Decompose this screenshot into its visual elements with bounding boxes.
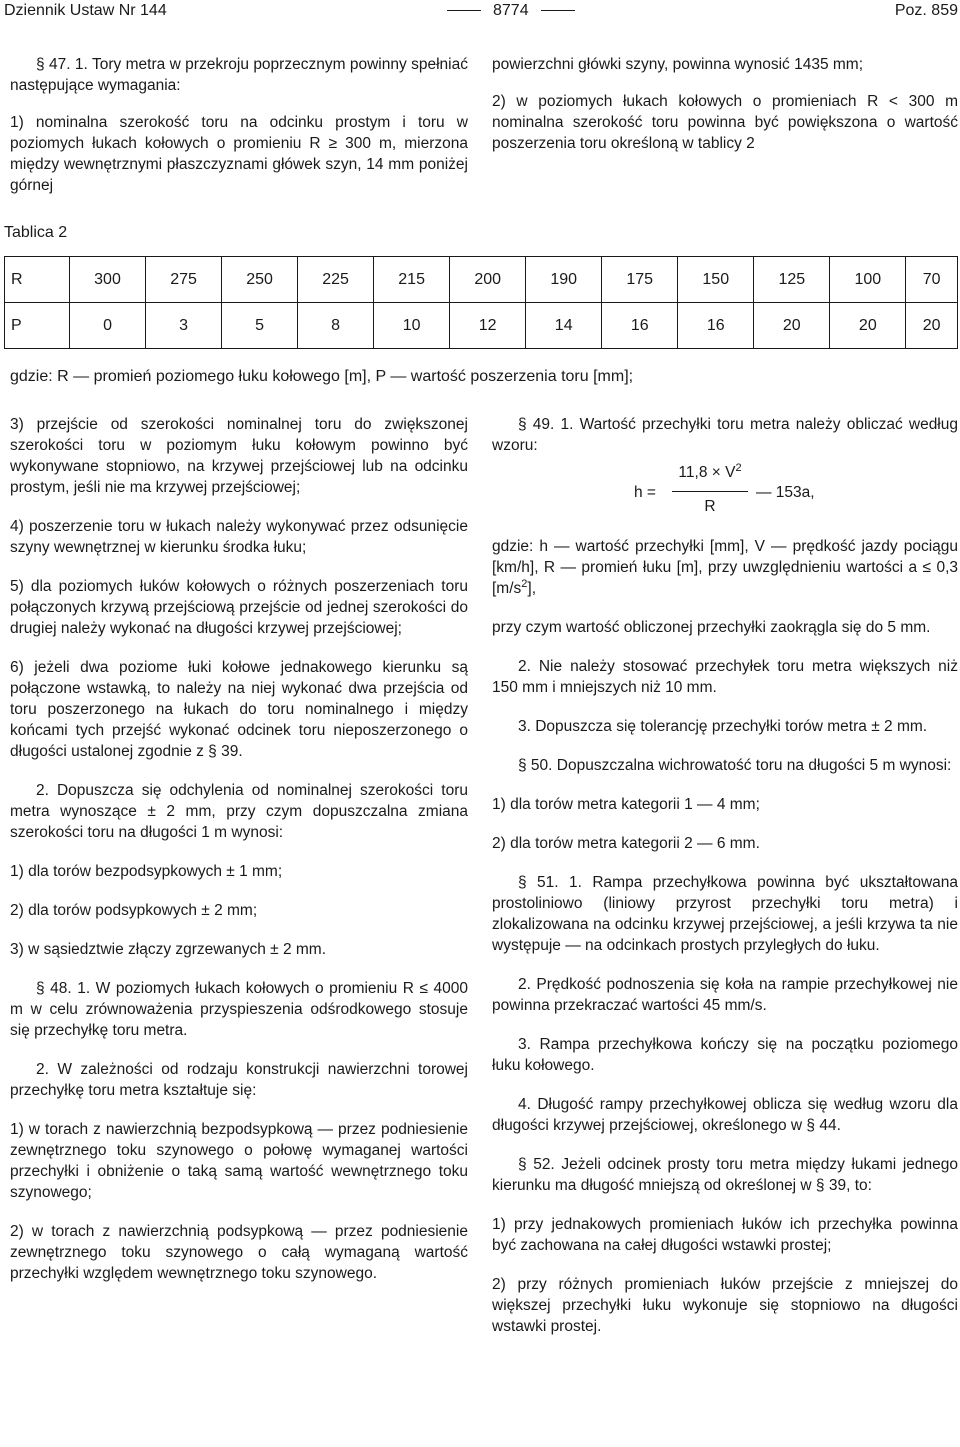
top-left-column	[10, 54, 468, 196]
paragraph-continuation: powierzchni główki szyny, powinna wynosić 1435 mm;	[492, 56, 864, 73]
list-item-5: 5) dla poziomych łuków kołowych o różnych poszerzeniach toru połączonych krzywą przejściową przejście od jednej szerokości do drugiej należy wykonać na długości krzywej przejściowej;	[10, 578, 468, 637]
superelevation-formula	[492, 462, 958, 522]
table-cell: 225	[298, 257, 374, 303]
table-cell: P	[5, 303, 70, 349]
list-item-3: 3) przejście od szerokości nominalnej toru do zwiększonej szerokości toru w poziomym łuku kołowym powinno być wykonywane stopniowo, na krzywej przejściowej lub na odcinku prostym, jeśli nie ma krzywej przejściowej;	[10, 416, 468, 496]
where-text: gdzie: h — wartość przechyłki [mm], V — prędkość jazdy pociągu [km/h], R — promień łuku [m], przy uwzględnieniu wartości a ≤ 0,3 [m/s	[492, 538, 958, 597]
table-cell: 275	[146, 257, 222, 303]
list-item-48-2-1: 1) w torach z nawierzchnią bezpodsypkową — przez podniesienie zewnętrznego toku szynowego o połowę wymaganej wartości przechyłki i obniżenie o taką samą wartość wewnętrznego toku szynowego;	[10, 1121, 468, 1201]
table-cell: 5	[222, 303, 298, 349]
table-cell: 0	[70, 303, 146, 349]
paragraph: § 50. Dopuszczalna wichrowatość toru na długości 5 m wynosi:	[518, 757, 952, 774]
table-cell: 8	[298, 303, 374, 349]
list-item-4: 4) poszerzenie toru w łukach należy wykonywać przez odsunięcie szyny wewnętrznej w kierunku środka łuku;	[10, 518, 468, 556]
table-cell: 190	[526, 257, 602, 303]
dash-right	[541, 10, 575, 11]
table-cell: 14	[526, 303, 602, 349]
table-cell: 12	[450, 303, 526, 349]
list-item-47-1-2: 2) w poziomych łukach kołowych o promieniach R < 300 m nominalna szerokość toru powinna być powiększona o wartość poszerzenia toru określoną w tablicy 2	[492, 93, 958, 152]
formula-exponent: 2	[735, 461, 742, 474]
list-item-47-2-3: 3) w sąsiedztwie złączy zgrzewanych ± 2 mm.	[10, 941, 327, 958]
paragraph-48-1: § 48. 1. W poziomych łukach kołowych o promieniu R ≤ 4000 m w celu zrównoważenia przyspieszenia odśrodkowego stosuje się przechyłkę toru metra.	[10, 980, 468, 1039]
paragraph: 3. Rampa przechyłkowa kończy się na początku poziomego łuku kołowego.	[492, 1036, 958, 1074]
list-item: 1) przy jednakowych promieniach łuków ich przechyłka powinna być zachowana na całej długości wstawki prostej;	[492, 1216, 958, 1254]
table-cell: 200	[450, 257, 526, 303]
position-number: Poz. 859	[894, 2, 958, 19]
table-cell: 16	[678, 303, 754, 349]
table-cell: 100	[830, 257, 906, 303]
table-cell: 20	[906, 303, 958, 349]
paragraph: 2. Nie należy stosować przechyłek toru metra większych niż 150 mm i mniejszych niż 10 mm.	[492, 658, 958, 696]
paragraph: 4. Długość rampy przechyłkowej oblicza się według wzoru dla długości krzywej przejściowej, określonego w § 44.	[492, 1096, 958, 1134]
list-item: 2) dla torów metra kategorii 2 — 6 mm.	[492, 835, 760, 852]
table-cell: 3	[146, 303, 222, 349]
table-cell: 150	[678, 257, 754, 303]
table-cell: 125	[754, 257, 830, 303]
dash-left	[447, 10, 481, 11]
table-cell: 10	[374, 303, 450, 349]
list-item-48-2-2: 2) w torach z nawierzchnią podsypkową — przez podniesienie zewnętrznego toku szynowego o całą wymaganą wartość przechyłki względem wewnętrznego toku szynowego.	[10, 1223, 468, 1282]
paragraph-47-2: 2. Dopuszcza się odchylenia od nominalnej szerokości toru metra wynoszące ± 2 mm, przy czym dopuszczalna zmiana szerokości toru na długości 1 m wynosi:	[10, 782, 468, 841]
table-cell: 70	[906, 257, 958, 303]
paragraph: § 51. 1. Rampa przechyłkowa powinna być ukształtowana prostoliniowo (liniowy przyrost przechyłki toru metra) i zlokalizowana na odcinku krzywej przejściowej, a jeśli krzywa ta nie występuje — na odcinkach prostych przyległych do łuku.	[492, 874, 958, 954]
list-item: 1) dla torów metra kategorii 1 — 4 mm;	[492, 796, 760, 813]
formula-rest: — 153a,	[756, 484, 815, 501]
paragraph: 2. Prędkość podnoszenia się koła na rampie przechyłkowej nie powinna przekraczać wartości 45 mm/s.	[492, 976, 958, 1014]
paragraph: § 52. Jeżeli odcinek prosty toru metra między łukami jednego kierunku ma długość mniejszą od określonej w § 39, to:	[492, 1156, 958, 1194]
table-2	[4, 256, 958, 349]
table-cell: 250	[222, 257, 298, 303]
where-exponent: 2	[521, 577, 528, 590]
paragraph: 3. Dopuszcza się tolerancję przechyłki torów metra ± 2 mm.	[518, 718, 928, 735]
table-cell: R	[5, 257, 70, 303]
page-header	[0, 0, 960, 22]
top-right-column	[492, 54, 958, 154]
paragraph-47-1: § 47. 1. Tory metra w przekroju poprzecznym powinny spełniać następujące wymagania:	[10, 56, 468, 94]
paragraph-48-2: 2. W zależności od rodzaju konstrukcji nawierzchni torowej przechyłkę toru metra kształtuje się:	[10, 1061, 468, 1099]
table-cell: 20	[754, 303, 830, 349]
bottom-left-column	[10, 414, 468, 1284]
formula-denominator: R	[704, 498, 716, 515]
formula-lhs: h =	[634, 484, 656, 501]
list-item: 2) przy różnych promieniach łuków przejście z mniejszej do większej przechyłki łuku wykonuje się stopniowo na długości wstawki prostej.	[492, 1276, 958, 1335]
fraction-bar	[672, 491, 748, 492]
table-cell: 20	[830, 303, 906, 349]
page-number-text: 8774	[493, 2, 529, 19]
formula-numerator	[675, 462, 745, 483]
formula-numerator-text: 11,8 × V	[678, 464, 736, 481]
table-cell: 175	[602, 257, 678, 303]
paragraph-49-1: § 49. 1. Wartość przechyłki toru metra należy obliczać według wzoru:	[492, 416, 958, 454]
list-item-47-2-2: 2) dla torów podsypkowych ± 2 mm;	[10, 902, 258, 919]
table-legend: gdzie: R — promień poziomego łuku kołowego [m], P — wartość poszerzenia toru [mm];	[10, 368, 634, 385]
page-number	[435, 0, 587, 21]
list-item-47-1-1: 1) nominalna szerokość toru na odcinku prostym i toru w poziomych łukach kołowych o promieniu R ≥ 300 m, mierzona między wewnętrznymi płaszczyznami główek szyn, 14 mm poniżej górnej	[10, 114, 468, 194]
list-item-6: 6) jeżeli dwa poziome łuki kołowe jednakowego kierunku są połączone wstawką, to należy na niej wykonać dwa przejścia od toru poszerzonego na łukach do toru nominalnego i między końcami tych przejść wykonać odcinek toru nieposzerzonego o długości ustalonej zgodnie z § 39.	[10, 659, 468, 760]
journal-title: Dziennik Ustaw Nr 144	[4, 2, 167, 19]
paragraph: przy czym wartość obliczonej przechyłki zaokrągla się do 5 mm.	[492, 619, 931, 636]
list-item-47-2-1: 1) dla torów bezpodsypkowych ± 1 mm;	[10, 863, 283, 880]
bottom-right-column	[492, 414, 958, 1337]
table-row-r	[5, 257, 958, 303]
table-cell: 215	[374, 257, 450, 303]
table-cell: 300	[70, 257, 146, 303]
paragraph-49-where	[492, 536, 958, 599]
table-title: Tablica 2	[4, 224, 68, 241]
where-text-end: ],	[527, 580, 537, 597]
table-row-p	[5, 303, 958, 349]
table-cell: 16	[602, 303, 678, 349]
